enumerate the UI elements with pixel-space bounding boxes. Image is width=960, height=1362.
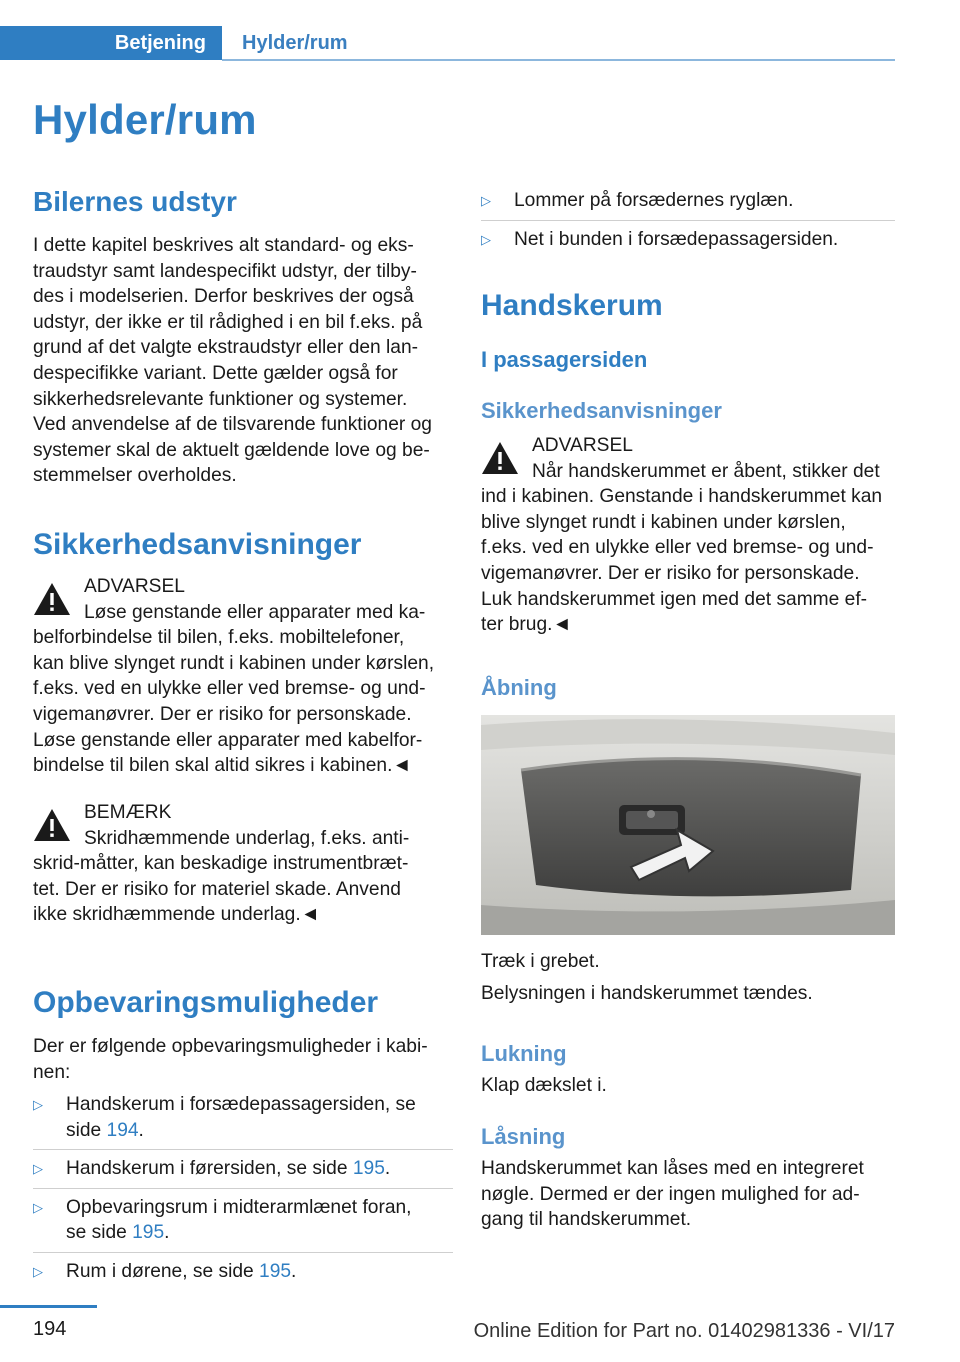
text-line: ikke skridhæmmende underlag.◄ [33,904,320,926]
storage-list [33,1092,453,1285]
header-divider [222,59,895,61]
text-line: Løse genstande eller apparater med ka- [84,601,426,623]
text-line: Net i bunden i forsædepassagersiden. [514,228,839,250]
text-line: des i modelserien. Derfor beskrives der også [33,286,414,308]
list-item [33,1259,453,1285]
warning-title: ADVARSEL [532,435,633,456]
warning-body [33,826,448,928]
text-fragment: . [164,1222,170,1244]
text-line [66,1118,453,1144]
text-line: ind i kabinen. Genstande i handskerummet kan [481,486,883,508]
text-line: I dette kapitel beskrives alt standard- og eks- [33,235,414,256]
triangle-right-bullet-icon: ▷ [33,1161,43,1177]
opbevaring-intro [33,1034,453,1085]
text-line: udstyr, der ikke er til rådighed i en bil f.eks. på [33,311,423,333]
text-line: Ved anvendelse af de tilsvarende funktioner og [33,414,432,436]
warning-title: ADVARSEL [84,576,185,597]
text-line: grund af det valgte ekstraudstyr eller den lan- [33,337,419,359]
text-line: stemmelser overholdes. [33,465,237,487]
text-line: vigemanøvrer. Der er risiko for personskade. [33,703,412,725]
list-item [481,227,895,253]
glovebox-illustration [481,715,895,935]
triangle-right-bullet-icon: ▷ [33,1199,43,1215]
warning-box-bemaerk [33,800,453,940]
text-line: kan blive slynget rundt i kabinen under kørslen, [33,652,435,674]
header-tab-betjening: Betjening [0,26,222,60]
list-item [33,1156,453,1182]
text-line: belforbindelse til bilen, f.eks. mobiltelefoner, [33,627,405,649]
warning-body [481,459,901,638]
list-separator [481,220,895,221]
text-line: sikkerhedsrelevante funktioner og systemer. [33,388,408,410]
text-line: f.eks. ved en ulykke eller ved bremse- og und- [481,537,874,559]
text-line: tet. Der er risiko for materiel skade. Anvend [33,878,401,900]
warning-body [33,600,448,779]
text-line: systemer skal de aktuelt gældende love og be- [33,439,430,461]
text-line: skrid-måtter, kan beskadige instrumentbræt- [33,853,409,875]
glovebox-photo [481,715,895,935]
text-line: Handskerum i forsædepassagersiden, se [66,1094,416,1115]
locking-text [481,1156,901,1233]
header-tab-hylder-rum: Hylder/rum [242,31,348,54]
warning-box-advarsel [33,574,453,784]
list-separator [33,1252,453,1253]
page-link-195[interactable]: 195 [259,1260,292,1282]
triangle-right-bullet-icon: ▷ [33,1263,43,1279]
storage-list-continued [481,188,895,252]
text-line: Når handskerummet er åbent, stikker det [532,460,880,482]
intro-paragraph [33,233,453,489]
section-title-handskerum: Handskerum [481,289,663,322]
text-line: f.eks. ved en ulykke eller ved bremse- og und- [33,678,426,700]
text-line: bindelse til bilen skal altid sikres i kabinen.◄ [33,755,412,777]
subsection-title-aabning: Åbning [481,675,557,700]
warning-title: BEMÆRK [84,802,172,823]
subsection-title-laasning: Låsning [481,1124,566,1149]
text-line: traudstyr samt landespecifikt udstyr, der tilby- [33,260,417,282]
text-line: Lommer på forsædernes ryglæn. [514,190,794,211]
text-line: blive slynget rundt i kabinen under kørslen, [481,511,846,533]
subsection-title-sikkerhedsanvisninger: Sikkerhedsanvisninger [481,398,722,423]
list-separator [33,1149,453,1150]
opening-note: Belysningen i handskerummet tændes. [481,983,813,1004]
section-title-sikkerhedsanvisninger: Sikkerhedsanvisninger [33,528,362,561]
text-line: ter brug.◄ [481,614,572,636]
text-line: gang til handskerummet. [481,1209,692,1231]
list-item [481,188,895,214]
triangle-right-bullet-icon: ▷ [481,231,491,247]
triangle-right-bullet-icon: ▷ [33,1097,43,1112]
text-line: nøgle. Dermed er der ingen mulighed for ad- [481,1183,860,1205]
text-line: despecifikke variant. Dette gælder også for [33,362,398,384]
section-title-opbevaringsmuligheder: Opbevaringsmuligheder [33,986,379,1019]
text-fragment: . [384,1158,391,1180]
list-separator [33,1188,453,1189]
text-line: Handskerummet kan låses med en integreret [481,1158,864,1179]
footer-edition-text: Online Edition for Part no. 01402981336 - VI/17 [473,1320,895,1342]
running-header [0,26,895,62]
subsection-title-i-passagersiden: I passagersiden [481,347,648,372]
page-link-194[interactable]: 194 [106,1119,139,1141]
text-line: Løse genstande eller apparater med kabelfor- [33,729,423,751]
text-fragment: . [138,1119,144,1141]
triangle-right-bullet-icon: ▷ [481,193,491,208]
subsection-title-lukning: Lukning [481,1041,567,1066]
list-item [33,1092,453,1143]
text-fragment: Handskerum i førersiden, se side [66,1158,353,1180]
text-line: vigemanøvrer. Der er risiko for personskade. [481,562,860,584]
text-line [66,1156,453,1182]
text-fragment: Rum i dørene, se side [66,1260,260,1282]
list-item [33,1195,453,1246]
warning-box-handskerum [481,433,895,643]
text-fragment: . [291,1260,297,1282]
text-line: Der er følgende opbevaringsmuligheder i kabi- [33,1036,428,1057]
opening-step: Træk i grebet. [481,951,600,972]
page-number: 194 [33,1318,67,1340]
text-fragment: se side [66,1222,133,1244]
text-line: nen: [33,1061,71,1083]
section-title-bilernes-udstyr: Bilernes udstyr [33,186,237,217]
text-line [66,1220,453,1246]
page-title: Hylder/rum [33,96,257,143]
text-line: Opbevaringsrum i midterarmlænet foran, [66,1196,412,1218]
footer-accent-line [0,1305,97,1308]
page-link-195[interactable]: 195 [352,1158,385,1180]
text-line: Luk handskerummet igen med det samme ef- [481,588,868,610]
text-line [66,1259,453,1285]
text-fragment: side [66,1119,107,1141]
closing-text: Klap dækslet i. [481,1075,607,1096]
text-line: Skridhæmmende underlag, f.eks. anti- [84,827,410,849]
page-link-195[interactable]: 195 [132,1222,165,1244]
